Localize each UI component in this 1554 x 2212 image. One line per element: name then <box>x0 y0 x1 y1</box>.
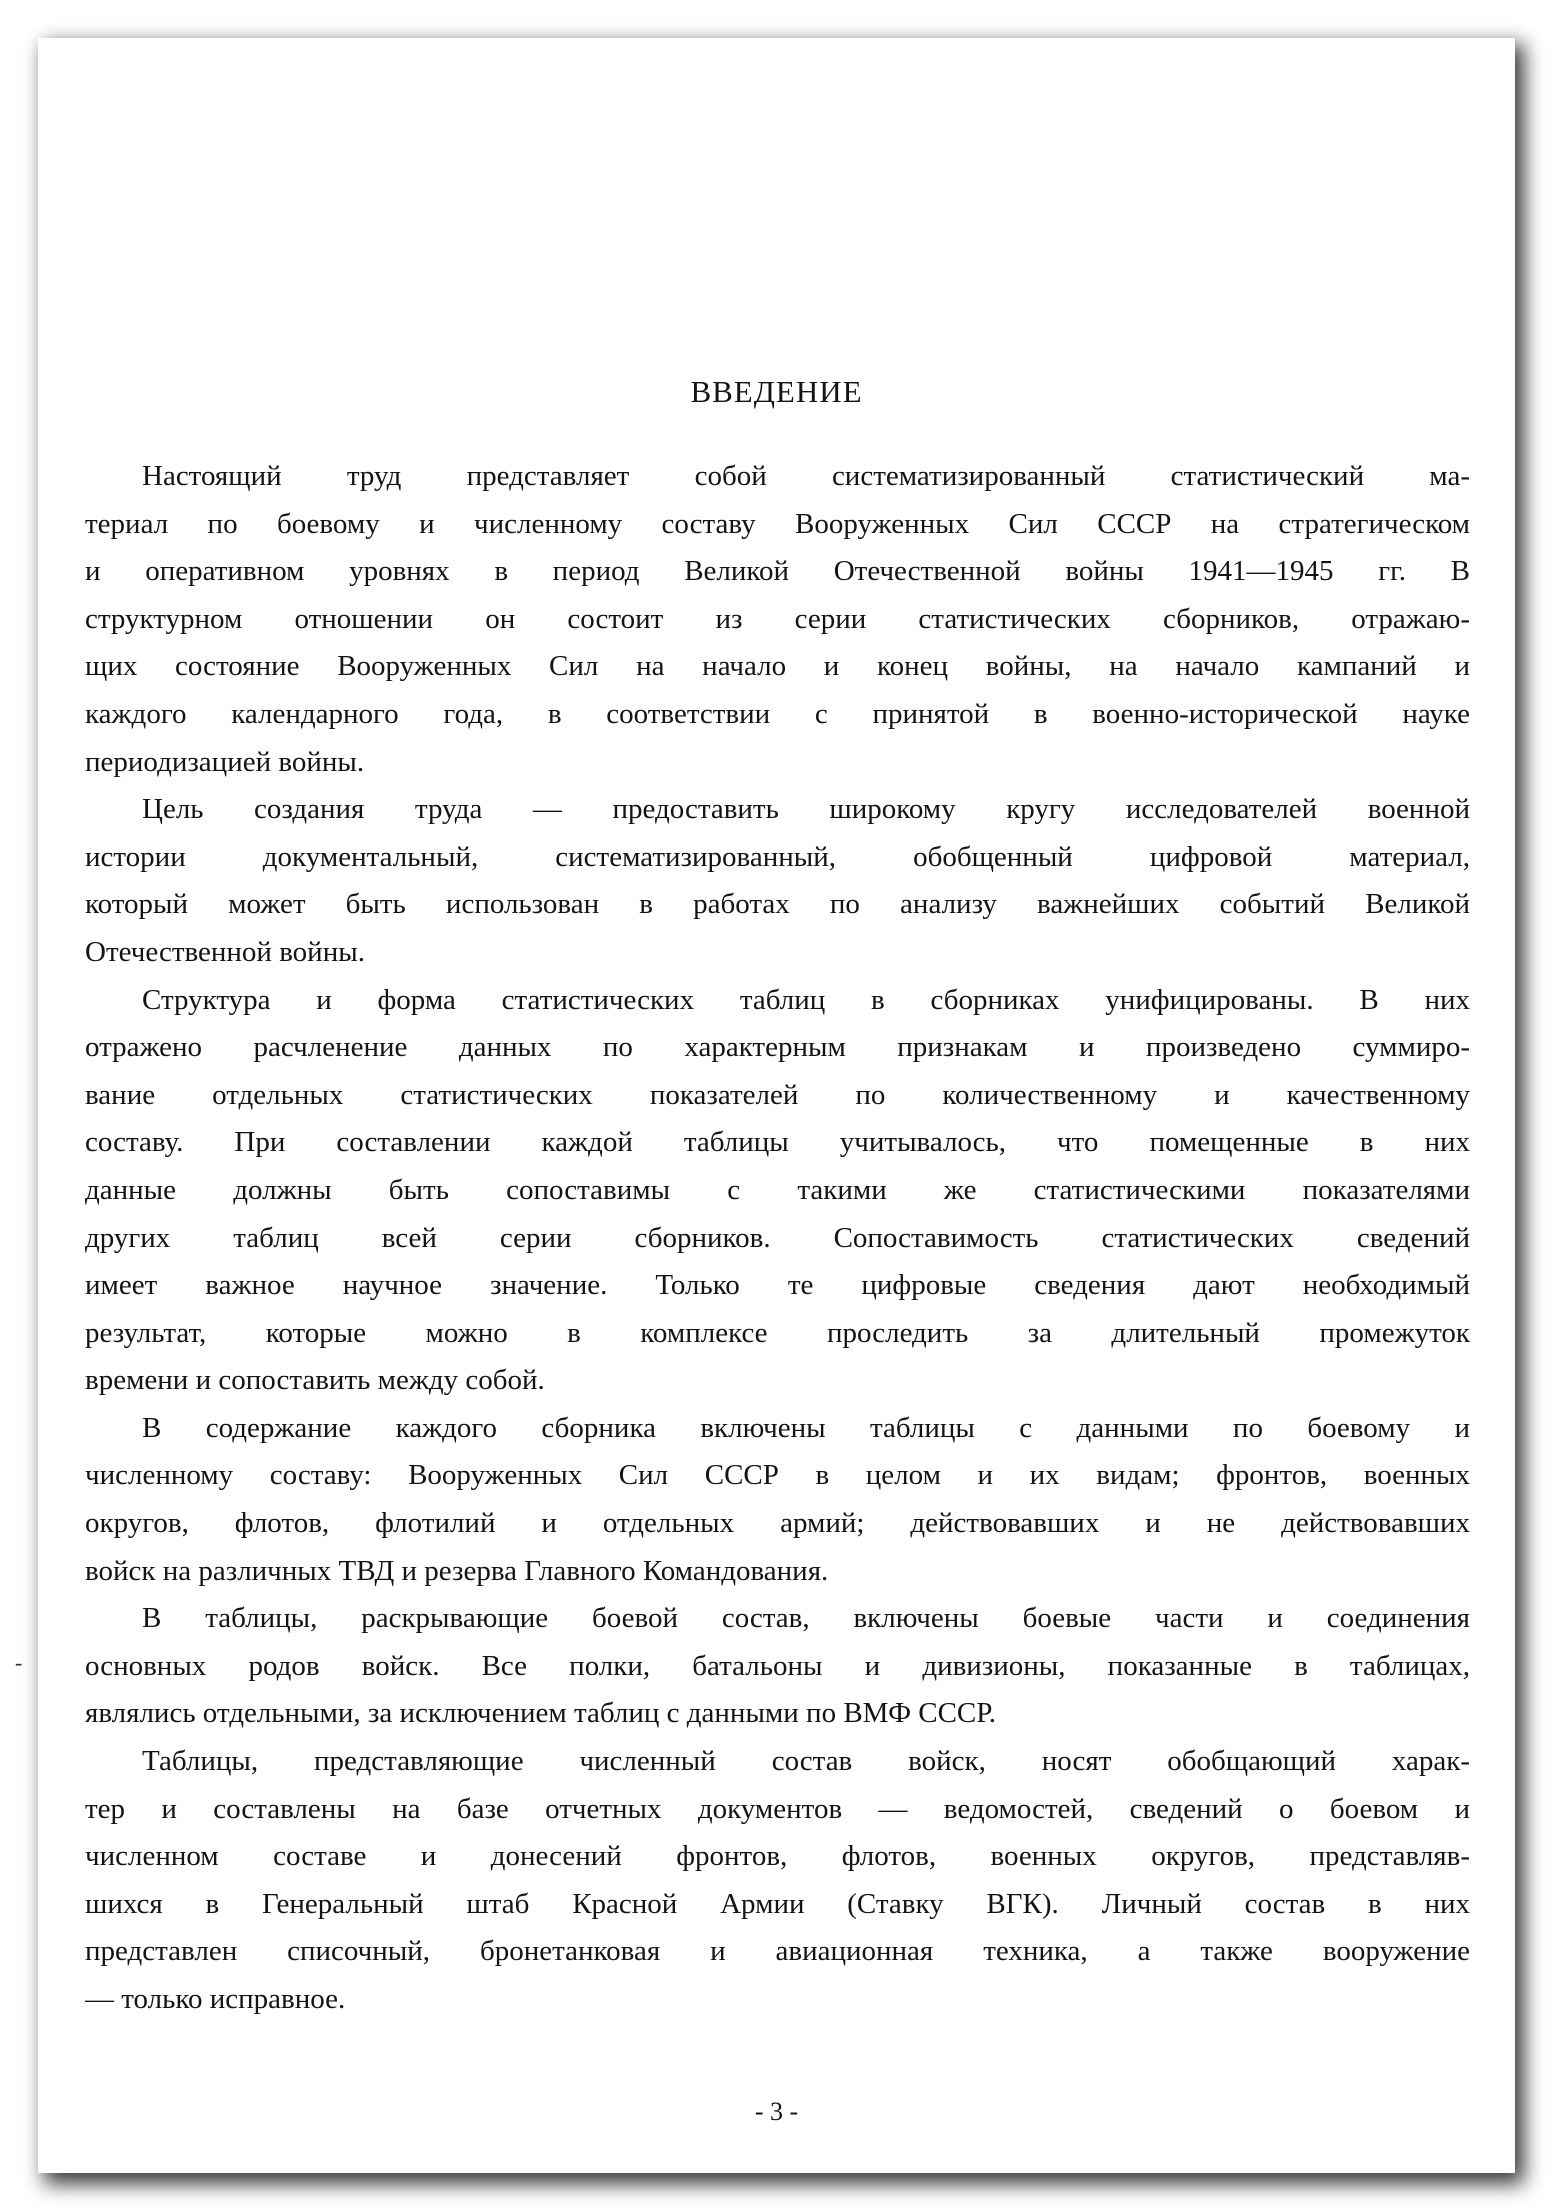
text-line: шихся в Генеральный штаб Красной Армии (Ставку ВГК). Личный состав в них <box>85 1887 1470 1920</box>
text-line: численному составу: Вооруженных Сил СССР в целом и их видам; фронтов, военных <box>85 1459 1470 1492</box>
text-line: времени и сопоставить между собой. <box>85 1364 545 1397</box>
text-line: который может быть использован в работах по анализу важнейших событий Великой <box>85 888 1470 921</box>
text-line: численном составе и донесений фронтов, флотов, военных округов, представляв- <box>85 1840 1470 1873</box>
text-line: Структура и форма статистических таблиц в сборниках унифицированы. В них <box>142 983 1470 1016</box>
text-line: отражено расчленение данных по характерным признакам и произведено суммиро- <box>85 1031 1470 1064</box>
text-line: тер и составлены на базе отчетных документов — ведомостей, сведений о боевом и <box>85 1792 1470 1825</box>
text-line: имеет важное научное значение. Только те цифровые сведения дают необходимый <box>85 1269 1470 1302</box>
text-line: периодизацией войны. <box>85 745 365 778</box>
paragraph <box>85 1595 1470 1738</box>
document-body <box>85 453 1470 2024</box>
text-line: округов, флотов, флотилий и отдельных армий; действовавших и не действовавших <box>85 1507 1470 1540</box>
page-number: - 3 - <box>754 2097 799 2126</box>
text-line: В содержание каждого сборника включены таблицы с данными по боевому и <box>142 1411 1470 1444</box>
text-line: Цель создания труда — предоставить широкому кругу исследователей военной <box>142 793 1470 826</box>
text-line: вание отдельных статистических показателей по количественному и качественному <box>85 1078 1470 1111</box>
document-page <box>38 38 1515 2173</box>
paragraph <box>85 1738 1470 2024</box>
page-title: ВВЕДЕНИЕ <box>690 374 863 409</box>
text-line: войск на различных ТВД и резерва Главного Командования. <box>85 1554 829 1587</box>
text-line: являлись отдельными, за исключением таблиц с данными по ВМФ СССР. <box>85 1697 997 1730</box>
text-line: других таблиц всей серии сборников. Сопоставимость статистических сведений <box>85 1221 1470 1254</box>
text-line: результат, которые можно в комплексе проследить за длительный промежуток <box>85 1316 1470 1349</box>
text-line: основных родов войск. Все полки, батальоны и дивизионы, показанные в таблицах, <box>85 1649 1470 1682</box>
text-line: данные должны быть сопоставимы с такими же статистическими показателями <box>85 1173 1470 1206</box>
text-line: и оперативном уровнях в период Великой Отечественной войны 1941—1945 гг. В <box>85 555 1470 588</box>
text-line: составу. При составлении каждой таблицы учитывалось, что помещенные в них <box>85 1126 1470 1159</box>
margin-mark: - <box>15 1650 23 1675</box>
text-line: структурном отношении он состоит из серии статистических сборников, отражаю- <box>85 602 1470 635</box>
text-line: — только исправное. <box>85 1983 346 2015</box>
text-line: представлен списочный, бронетанковая и авиационная техника, а также вооружение <box>85 1935 1470 1968</box>
paragraph <box>85 453 1470 786</box>
text-line: Настоящий труд представляет собой систематизированный статистический ма- <box>142 460 1470 492</box>
paragraph <box>85 1405 1470 1595</box>
text-line: Таблицы, представляющие численный состав войск, носят обобщающий харак- <box>142 1745 1470 1778</box>
text-line: Отечественной войны. <box>85 935 365 968</box>
text-line: щих состояние Вооруженных Сил на начало и конец войны, на начало кампаний и <box>85 650 1470 683</box>
paragraph <box>85 977 1470 1405</box>
paragraph <box>85 786 1470 976</box>
text-line: В таблицы, раскрывающие боевой состав, включены боевые части и соединения <box>142 1602 1470 1635</box>
text-line: каждого календарного года, в соответствии с принятой в военно-исторической науке <box>85 697 1470 730</box>
text-line: териал по боевому и численному составу Вооруженных Сил СССР на стратегическом <box>85 507 1470 540</box>
text-line: истории документальный, систематизированный, обобщенный цифровой материал, <box>85 840 1470 873</box>
